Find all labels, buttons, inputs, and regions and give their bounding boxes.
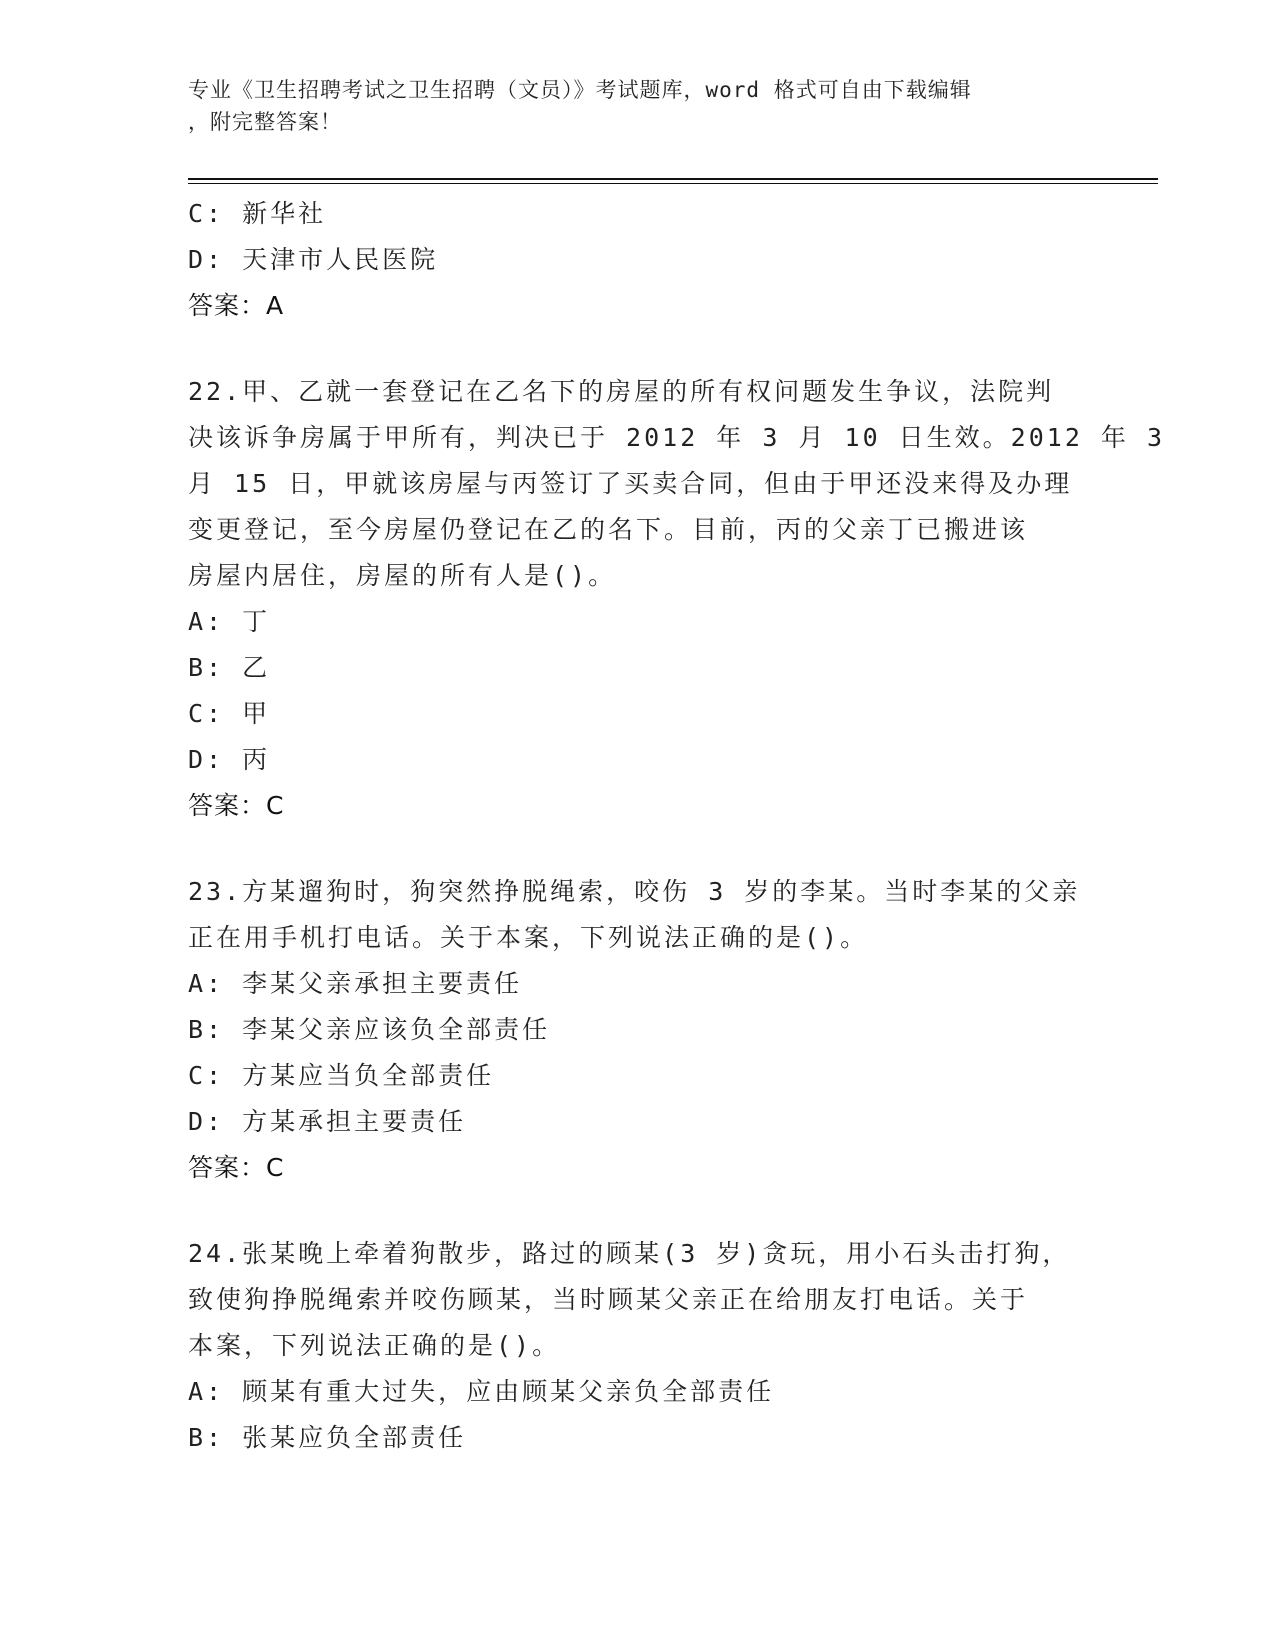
option-letter: A: xyxy=(188,1377,243,1406)
option-text: 方某承担主要责任 xyxy=(242,1107,467,1136)
option-text: 丁 xyxy=(242,607,271,636)
answer-line: 答案：A xyxy=(188,291,285,320)
stem-line: 月 15 日，甲就该房屋与丙签订了买卖合同，但由于甲还没来得及办理 xyxy=(188,469,1073,498)
option-text: 李某父亲承担主要责任 xyxy=(242,969,523,998)
option-letter: B: xyxy=(188,653,243,682)
option-text: 李某父亲应该负全部责任 xyxy=(242,1015,551,1044)
option-d xyxy=(188,237,1088,283)
document-header xyxy=(188,74,1088,138)
header-line-1: 专业《卫生招聘考试之卫生招聘（文员）》考试题库，word 格式可自由下载编辑 xyxy=(188,78,972,102)
question-stem xyxy=(188,369,1166,599)
option-letter: D: xyxy=(188,745,243,774)
question-stem xyxy=(188,1231,1088,1369)
option-d xyxy=(188,1099,1088,1145)
option-c xyxy=(188,1053,1088,1099)
option-letter: D: xyxy=(188,245,243,274)
answer-line: 答案：C xyxy=(188,1153,285,1182)
option-b xyxy=(188,1007,1088,1053)
option-letter: B: xyxy=(188,1015,243,1044)
option-text: 顾某有重大过失，应由顾某父亲负全部责任 xyxy=(242,1377,775,1406)
option-c xyxy=(188,191,1088,237)
option-text: 丙 xyxy=(242,745,271,774)
header-divider-thin xyxy=(188,183,1158,184)
stem-line: 致使狗挣脱绳索并咬伤顾某，当时顾某父亲正在给朋友打电话。关于 xyxy=(188,1285,1029,1314)
option-a xyxy=(188,1369,1088,1415)
option-c xyxy=(188,691,1088,737)
option-text: 张某应负全部责任 xyxy=(242,1423,467,1452)
answer-line: 答案：C xyxy=(188,791,285,820)
option-letter: D: xyxy=(188,1107,243,1136)
prev-question-block xyxy=(188,191,1088,329)
question-stem xyxy=(188,869,1088,961)
header-line-2: ，附完整答案！ xyxy=(188,110,342,134)
question-content xyxy=(188,191,1166,1461)
option-b xyxy=(188,1415,1088,1461)
header-divider-thick xyxy=(188,178,1158,180)
option-b xyxy=(188,645,1088,691)
option-letter: C: xyxy=(188,199,243,228)
option-letter: A: xyxy=(188,969,243,998)
stem-line: 本案，下列说法正确的是()。 xyxy=(188,1331,561,1360)
option-letter: C: xyxy=(188,1061,243,1090)
option-text: 乙 xyxy=(242,653,271,682)
option-text: 天津市人民医院 xyxy=(242,245,439,274)
option-letter: C: xyxy=(188,699,243,728)
option-d xyxy=(188,737,1088,783)
option-a xyxy=(188,599,1088,645)
option-letter: A: xyxy=(188,607,243,636)
option-a xyxy=(188,961,1088,1007)
stem-line: 变更登记，至今房屋仍登记在乙的名下。目前，丙的父亲丁已搬进该 xyxy=(188,515,1029,544)
option-text: 方某应当负全部责任 xyxy=(242,1061,495,1090)
stem-line: 房屋内居住，房屋的所有人是()。 xyxy=(188,561,617,590)
stem-line: 决该诉争房属于甲所有，判决已于 2012 年 3 月 10 日生效。2012 年 3 xyxy=(188,423,1166,452)
option-text: 新华社 xyxy=(242,199,327,228)
stem-line: 正在用手机打电话。关于本案，下列说法正确的是()。 xyxy=(188,923,869,952)
stem-line: 23.方某遛狗时，狗突然挣脱绳索，咬伤 3 岁的李某。当时李某的父亲 xyxy=(188,877,1081,906)
question-24 xyxy=(188,1231,1088,1461)
stem-line: 22.甲、乙就一套登记在乙名下的房屋的所有权问题发生争议，法院判 xyxy=(188,377,1055,406)
question-22 xyxy=(188,369,1166,829)
option-letter: B: xyxy=(188,1423,243,1452)
stem-line: 24.张某晚上牵着狗散步，路过的顾某(3 岁)贪玩，用小石头击打狗， xyxy=(188,1239,1071,1268)
question-23 xyxy=(188,869,1088,1191)
option-text: 甲 xyxy=(242,699,271,728)
